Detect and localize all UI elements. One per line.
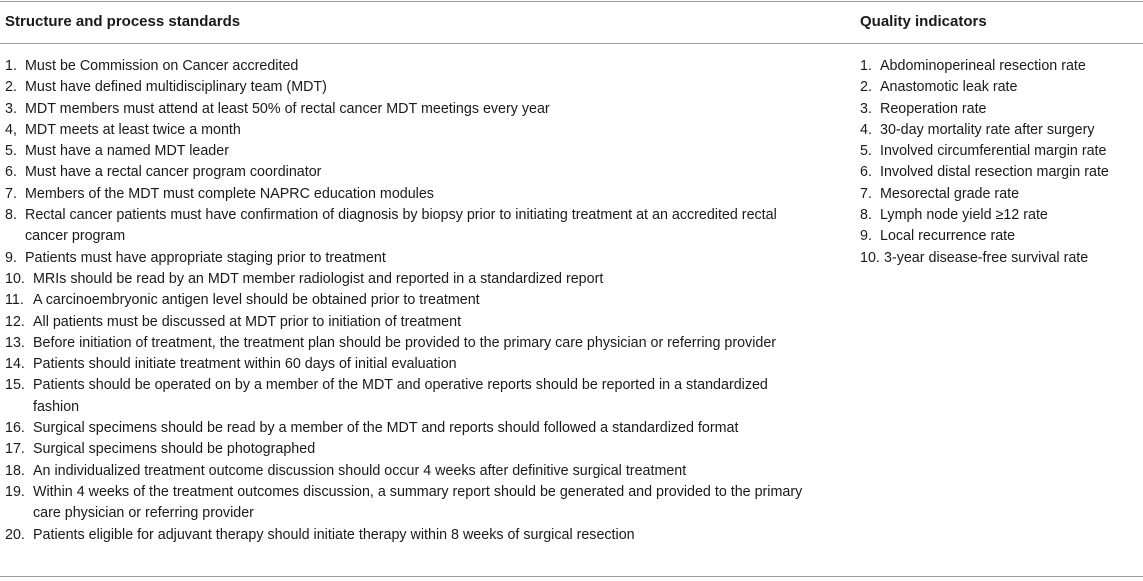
- structure-standards-list: [5, 56, 805, 546]
- structure-standards-header: Structure and process standards: [5, 13, 241, 30]
- item-number: 10.: [5, 270, 25, 287]
- item-number: 14.: [5, 356, 25, 373]
- item-number: 15.: [5, 377, 25, 394]
- table-top-rule: [0, 1, 1143, 2]
- item-number: 6.: [5, 164, 17, 181]
- standard-item: [5, 248, 805, 269]
- standard-item: [5, 375, 805, 418]
- item-number: 18.: [5, 462, 25, 479]
- item-text: Must be Commission on Cancer accredited: [25, 58, 299, 74]
- item-text: Involved circumferential margin rate: [880, 143, 1107, 160]
- item-number: 2.: [860, 79, 872, 96]
- indicator-item: [860, 99, 1140, 120]
- item-text: Members of the MDT must complete NAPRC education modules: [25, 185, 434, 202]
- item-text: Patients eligible for adjuvant therapy should initiate therapy within 8 weeks of surgical resection: [33, 526, 635, 543]
- standard-item: [5, 141, 805, 162]
- indicator-item: [860, 226, 1140, 247]
- item-number: 3.: [860, 100, 872, 117]
- standard-item: [5, 439, 805, 460]
- standard-item: [5, 184, 805, 205]
- item-text: Surgical specimens should be read by a member of the MDT and reports should followed a standardized format: [33, 420, 739, 437]
- indicator-item: [860, 162, 1140, 183]
- item-number: 19.: [5, 483, 25, 500]
- standard-item: [5, 77, 805, 98]
- indicator-item: [860, 248, 1140, 269]
- standard-item: [5, 99, 805, 120]
- standard-item: [5, 312, 805, 333]
- item-text: A carcinoembryonic antigen level should be obtained prior to treatment: [33, 292, 480, 309]
- item-number: 8.: [5, 207, 17, 224]
- item-number: 16.: [5, 420, 25, 437]
- item-number: 9.: [5, 249, 17, 266]
- item-number: 6.: [860, 164, 872, 181]
- item-number: 10.: [860, 249, 880, 266]
- item-text: MDT members must attend at least 50% of rectal cancer MDT meetings every year: [25, 100, 550, 117]
- indicator-item: [860, 205, 1140, 226]
- item-text: MDT meets at least twice a month: [25, 121, 241, 138]
- item-number: 20.: [5, 526, 25, 543]
- indicator-item: [860, 141, 1140, 162]
- item-number: 7.: [5, 185, 17, 202]
- standard-item: [5, 162, 805, 183]
- item-number: 9.: [860, 228, 872, 245]
- item-text: Patients must have appropriate staging prior to treatment: [25, 249, 386, 266]
- standard-item: [5, 461, 805, 482]
- item-number: 4.: [860, 121, 872, 138]
- item-number: 2.: [5, 79, 17, 96]
- indicator-item: [860, 120, 1140, 141]
- item-text: Patients should be operated on by a member of the MDT and operative reports should be reported in a standardized fashion: [33, 377, 768, 415]
- item-number: 7.: [860, 185, 872, 202]
- standard-item: [5, 120, 805, 141]
- item-number: 3.: [5, 100, 17, 117]
- item-number: 8.: [860, 207, 872, 224]
- item-text: Patients should initiate treatment within 60 days of initial evaluation: [33, 356, 457, 373]
- item-number: 1.: [860, 58, 872, 74]
- standard-item: [5, 418, 805, 439]
- item-text: Must have a rectal cancer program coordinator: [25, 164, 322, 181]
- item-number: 5.: [860, 143, 872, 160]
- item-text: Local recurrence rate: [880, 228, 1016, 245]
- table-bottom-rule: [0, 576, 1143, 577]
- item-text: An individualized treatment outcome discussion should occur 4 weeks after definitive surgical treatment: [33, 462, 687, 479]
- item-text: Reoperation rate: [880, 100, 987, 117]
- item-text: Mesorectal grade rate: [880, 185, 1020, 202]
- item-text: 30-day mortality rate after surgery: [880, 121, 1095, 138]
- item-number: 11.: [5, 292, 24, 309]
- item-number: 12.: [5, 313, 25, 330]
- item-text: Lymph node yield ≥12 rate: [880, 207, 1048, 224]
- item-number: 13.: [5, 334, 25, 351]
- item-text: Within 4 weeks of the treatment outcomes discussion, a summary report should be generated and provided to the primary care physician or referring provider: [33, 483, 803, 522]
- item-text: Must have a named MDT leader: [25, 143, 229, 160]
- item-text: Rectal cancer patients must have confirmation of diagnosis by biopsy prior to initiating treatment at an accredited rectal cancer program: [25, 207, 777, 245]
- standard-item: [5, 269, 805, 290]
- standard-item: [5, 205, 805, 248]
- indicator-item: [860, 56, 1140, 77]
- standard-item: [5, 354, 805, 375]
- indicator-item: [860, 184, 1140, 205]
- item-number: 5.: [5, 143, 17, 160]
- item-text: Before initiation of treatment, the treatment plan should be provided to the primary care physician or referring provider: [33, 334, 777, 351]
- item-number: 1.: [5, 58, 17, 74]
- quality-indicators-list: [860, 56, 1140, 269]
- item-text: Abdominoperineal resection rate: [880, 58, 1086, 74]
- standard-item: [5, 333, 805, 354]
- indicator-item: [860, 77, 1140, 98]
- standard-item: [5, 482, 805, 525]
- standard-item: [5, 56, 805, 77]
- item-text: Involved distal resection margin rate: [880, 164, 1109, 181]
- item-text: All patients must be discussed at MDT prior to initiation of treatment: [33, 313, 462, 330]
- quality-indicators-header: Quality indicators: [860, 13, 987, 30]
- header-divider: [0, 43, 1143, 44]
- standard-item: [5, 525, 805, 546]
- standard-item: [5, 290, 805, 311]
- item-text: Must have defined multidisciplinary team (MDT): [25, 79, 327, 96]
- item-number: 17.: [5, 441, 25, 458]
- item-text: 3-year disease-free survival rate: [884, 249, 1089, 266]
- item-text: Anastomotic leak rate: [880, 79, 1018, 96]
- item-text: Surgical specimens should be photographed: [33, 441, 316, 458]
- item-number: 4,: [5, 121, 17, 138]
- item-text: MRIs should be read by an MDT member radiologist and reported in a standardized report: [33, 270, 604, 287]
